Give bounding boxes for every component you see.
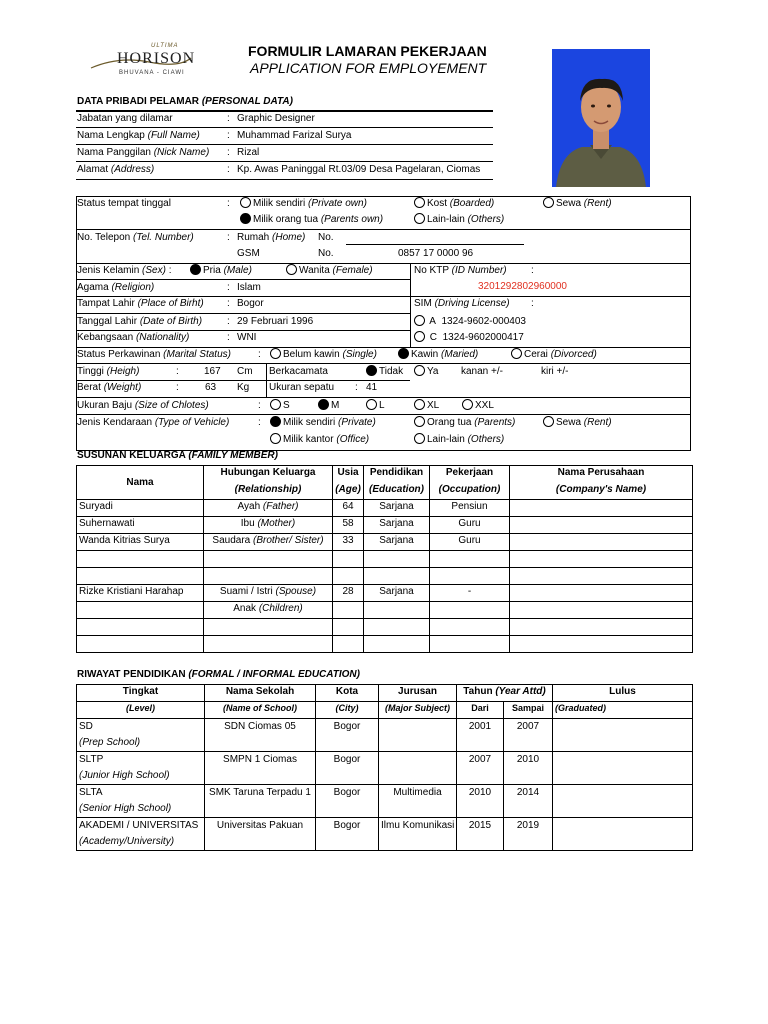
col-to: Sampai: [504, 702, 553, 719]
col-graduated-en: (Graduated): [553, 702, 693, 719]
family-occupation-cell: Guru: [430, 534, 510, 551]
residence-opt-boarded[interactable]: Kost (Boarded): [414, 197, 494, 211]
education-row: [77, 719, 693, 752]
hotel-logo: [83, 44, 198, 82]
form-subtitle: APPLICATION FOR EMPLOYEMENT: [250, 60, 487, 76]
weight-unit: Kg: [237, 382, 250, 393]
education-city-cell: Bogor: [316, 785, 379, 818]
nationality-value: WNI: [237, 332, 257, 343]
family-name-cell: Rizke Kristiani Harahap: [77, 585, 204, 602]
family-name-cell: [77, 602, 204, 619]
family-occupation-cell: [430, 551, 510, 568]
nickname-value: Rizal: [237, 147, 260, 158]
fullname-label: Nama Lengkap (Full Name): [77, 130, 200, 141]
family-relationship-cell: Ayah (Father): [204, 500, 333, 517]
vehicle-office[interactable]: Milik kantor (Office): [270, 433, 369, 447]
size-m[interactable]: M: [318, 399, 339, 413]
education-table: [76, 684, 693, 851]
col-school: Nama Sekolah: [205, 685, 316, 702]
education-level-cell: SD (Prep School): [77, 719, 205, 752]
family-age-cell: 58: [333, 517, 364, 534]
family-name-cell: [77, 568, 204, 585]
education-school-cell: SMK Taruna Terpadu 1: [205, 785, 316, 818]
col-school-en: (Name of School): [205, 702, 316, 719]
sim-a[interactable]: A 1324-9602-000403: [414, 315, 526, 329]
gsm-no-label: No.: [318, 248, 334, 259]
radio-icon[interactable]: [414, 416, 425, 427]
education-graduated-cell: [553, 785, 693, 818]
family-relationship-cell: [204, 568, 333, 585]
family-relationship-cell: [204, 636, 333, 653]
family-row: [77, 534, 693, 551]
size-l[interactable]: L: [366, 399, 385, 413]
family-name-cell: [77, 636, 204, 653]
radio-icon[interactable]: [414, 315, 425, 326]
col-year: Tahun (Year Attd): [457, 685, 553, 702]
marital-divorced[interactable]: Cerai (Divorced): [511, 348, 597, 362]
religion-value: Islam: [237, 282, 261, 293]
family-company-cell: [510, 636, 693, 653]
vehicle-parents[interactable]: Orang tua (Parents): [414, 416, 515, 430]
height-label: Tinggi (Heigh): [77, 366, 140, 377]
education-row: [77, 752, 693, 785]
education-school-cell: Universitas Pakuan: [205, 818, 316, 851]
family-row: [77, 551, 693, 568]
education-major-cell: [379, 719, 457, 752]
radio-icon[interactable]: [543, 197, 554, 208]
family-relationship-cell: Suami / Istri (Spouse): [204, 585, 333, 602]
family-name-cell: [77, 551, 204, 568]
nickname-label: Nama Panggilan (Nick Name): [77, 147, 210, 158]
radio-icon[interactable]: [414, 433, 425, 444]
education-row: [77, 818, 693, 851]
education-city-cell: Bogor: [316, 719, 379, 752]
right-eye-label: kanan +/-: [461, 366, 503, 377]
education-level-cell: SLTA (Senior High School): [77, 785, 205, 818]
residence-label: Status tempat tinggal: [77, 198, 171, 209]
size-s[interactable]: S: [270, 399, 290, 413]
education-major-cell: [379, 752, 457, 785]
sim-label: SIM (Driving License): [414, 298, 510, 309]
education-to-cell: 2007: [504, 719, 553, 752]
phone-home: Rumah (Home): [237, 232, 306, 243]
family-row: [77, 517, 693, 534]
education-to-cell: 2014: [504, 785, 553, 818]
radio-icon[interactable]: [270, 433, 281, 444]
sex-male[interactable]: Pria (Male): [190, 264, 252, 278]
education-section-title: RIWAYAT PENDIDIKAN (FORMAL / INFORMAL EDUCATION): [77, 669, 360, 680]
family-company-cell: [510, 517, 693, 534]
family-row: [77, 602, 693, 619]
education-level-cell: SLTP (Junior High School): [77, 752, 205, 785]
radio-selected-icon[interactable]: [240, 213, 251, 224]
family-row: [77, 636, 693, 653]
family-occupation-cell: [430, 568, 510, 585]
birthdate-value: 29 Februari 1996: [237, 316, 314, 327]
family-age-cell: 28: [333, 585, 364, 602]
family-row: [77, 500, 693, 517]
family-company-cell: [510, 568, 693, 585]
residence-opt-others[interactable]: Lain-lain (Others): [414, 213, 504, 227]
logo-line3: BHUVANA - CIAWI: [119, 70, 185, 76]
ktp-label: No KTP (ID Number): [414, 265, 507, 276]
family-age-cell: [333, 568, 364, 585]
logo-line1: ULTIMA: [151, 43, 179, 49]
applicant-photo: [552, 49, 650, 187]
marital-single[interactable]: Belum kawin (Single): [270, 348, 377, 362]
residence-opt-private[interactable]: Milik sendiri (Private own): [240, 197, 367, 211]
col-name: Nama: [77, 466, 204, 500]
education-level-cell: AKADEMI / UNIVERSITAS (Academy/University): [77, 818, 205, 851]
education-row: [77, 785, 693, 818]
radio-icon[interactable]: [414, 365, 425, 376]
education-city-cell: Bogor: [316, 752, 379, 785]
family-education-cell: Sarjana: [364, 534, 430, 551]
size-xxl[interactable]: XXL: [462, 399, 494, 413]
height-value: 167: [204, 366, 221, 377]
family-age-cell: [333, 619, 364, 636]
vehicle-rent[interactable]: Sewa (Rent): [543, 416, 612, 430]
weight-label: Berat (Weight): [77, 382, 142, 393]
family-company-cell: [510, 602, 693, 619]
family-occupation-cell: Guru: [430, 517, 510, 534]
shoe-value: 41: [366, 382, 378, 393]
family-name-cell: Wanda Kitrias Surya: [77, 534, 204, 551]
family-company-cell: [510, 551, 693, 568]
education-from-cell: 2015: [457, 818, 504, 851]
col-company: Nama Perusahaan (Company's Name): [510, 466, 693, 500]
col-education: Pendidikan (Education): [364, 466, 430, 500]
fullname-value: Muhammad Farizal Surya: [237, 130, 352, 141]
education-graduated-cell: [553, 719, 693, 752]
col-level-en: (Level): [77, 702, 205, 719]
glasses-label: Berkacamata: [269, 366, 328, 377]
family-name-cell: Suhernawati: [77, 517, 204, 534]
position-value: Graphic Designer: [237, 113, 315, 124]
education-from-cell: 2007: [457, 752, 504, 785]
position-label: Jabatan yang dilamar: [77, 113, 173, 124]
residence-opt-rent[interactable]: Sewa (Rent): [543, 197, 612, 211]
family-education-cell: Sarjana: [364, 500, 430, 517]
address-label: Alamat (Address): [77, 164, 155, 175]
family-row: [77, 619, 693, 636]
family-relationship-cell: [204, 619, 333, 636]
family-row: [77, 585, 693, 602]
col-major: Jurusan: [379, 685, 457, 702]
radio-icon[interactable]: [270, 399, 281, 410]
family-company-cell: [510, 500, 693, 517]
education-school-cell: SDN Ciomas 05: [205, 719, 316, 752]
col-occupation: Pekerjaan (Occupation): [430, 466, 510, 500]
radio-selected-icon[interactable]: [270, 416, 281, 427]
col-city-en: (City): [316, 702, 379, 719]
radio-icon[interactable]: [366, 399, 377, 410]
phone-label: No. Telepon (Tel. Number): [77, 232, 194, 243]
shoe-label: Ukuran sepatu: [269, 382, 335, 393]
phone-no-label: No.: [318, 232, 334, 243]
portrait-image: [552, 49, 650, 187]
family-education-cell: [364, 619, 430, 636]
col-relationship: Hubungan Keluarga (Relationship): [204, 466, 333, 500]
family-company-cell: [510, 585, 693, 602]
family-occupation-cell: [430, 636, 510, 653]
glasses-yes[interactable]: Ya: [414, 365, 439, 379]
family-relationship-cell: Anak (Children): [204, 602, 333, 619]
col-from: Dari: [457, 702, 504, 719]
education-from-cell: 2001: [457, 719, 504, 752]
family-education-cell: Sarjana: [364, 585, 430, 602]
weight-value: 63: [205, 382, 217, 393]
radio-icon[interactable]: [462, 399, 473, 410]
radio-icon[interactable]: [270, 348, 281, 359]
col-level: Tingkat: [77, 685, 205, 702]
radio-icon[interactable]: [414, 197, 425, 208]
radio-selected-icon[interactable]: [190, 264, 201, 275]
vehicle-others[interactable]: Lain-lain (Others): [414, 433, 504, 447]
radio-icon[interactable]: [414, 399, 425, 410]
family-education-cell: Sarjana: [364, 517, 430, 534]
form-title: FORMULIR LAMARAN PEKERJAAN: [248, 43, 487, 59]
family-table: [76, 465, 693, 653]
radio-icon[interactable]: [414, 331, 425, 342]
nationality-label: Kebangsaan (Nationality): [77, 332, 190, 343]
height-unit: Cm: [237, 366, 253, 377]
radio-icon[interactable]: [511, 348, 522, 359]
birthdate-label: Tanggal Lahir (Date of Birth): [77, 316, 203, 327]
vehicle-label: Jenis Kendaraan (Type of Vehicle): [77, 417, 230, 428]
sex-female[interactable]: Wanita (Female): [286, 264, 373, 278]
gsm-label: GSM: [237, 248, 260, 259]
family-row: [77, 568, 693, 585]
education-school-cell: SMPN 1 Ciomas: [205, 752, 316, 785]
family-age-cell: 33: [333, 534, 364, 551]
address-value: Kp. Awas Paninggal Rt.03/09 Desa Pagelaran, Ciomas: [237, 164, 481, 175]
family-occupation-cell: Pensiun: [430, 500, 510, 517]
family-relationship-cell: Saudara (Brother/ Sister): [204, 534, 333, 551]
family-age-cell: [333, 602, 364, 619]
family-section-title: SUSUNAN KELUARGA (FAMILY MEMBER): [77, 450, 278, 461]
education-from-cell: 2010: [457, 785, 504, 818]
marital-married[interactable]: Kawin (Maried): [398, 348, 478, 362]
religion-label: Agama (Religion): [77, 282, 155, 293]
family-age-cell: [333, 551, 364, 568]
family-occupation-cell: [430, 602, 510, 619]
sim-c[interactable]: C 1324-9602000417: [414, 331, 524, 345]
family-education-cell: [364, 568, 430, 585]
birthplace-label: Tampat Lahir (Place of Birht): [77, 298, 204, 309]
col-graduated: Lulus: [553, 685, 693, 702]
residence-opt-parents[interactable]: Milik orang tua (Parents own): [240, 213, 383, 227]
birthplace-value: Bogor: [237, 298, 264, 309]
radio-icon[interactable]: [286, 264, 297, 275]
col-age: Usia (Age): [333, 466, 364, 500]
family-relationship-cell: [204, 551, 333, 568]
left-eye-label: kiri +/-: [541, 366, 569, 377]
education-graduated-cell: [553, 752, 693, 785]
ktp-value: 3201292802960000: [478, 281, 567, 292]
education-major-cell: Ilmu Komunikasi: [379, 818, 457, 851]
family-company-cell: [510, 619, 693, 636]
family-age-cell: 64: [333, 500, 364, 517]
radio-icon[interactable]: [543, 416, 554, 427]
family-occupation-cell: [430, 619, 510, 636]
radio-selected-icon[interactable]: [398, 348, 409, 359]
personal-section-title: DATA PRIBADI PELAMAR (PERSONAL DATA): [77, 96, 293, 107]
marital-label: Status Perkawinan (Marital Status): [77, 349, 231, 360]
family-education-cell: [364, 551, 430, 568]
education-major-cell: Multimedia: [379, 785, 457, 818]
family-education-cell: [364, 636, 430, 653]
glasses-no[interactable]: Tidak: [366, 365, 403, 379]
family-occupation-cell: -: [430, 585, 510, 602]
education-city-cell: Bogor: [316, 818, 379, 851]
vehicle-private[interactable]: Milik sendiri (Private): [270, 416, 376, 430]
radio-icon[interactable]: [414, 213, 425, 224]
education-to-cell: 2010: [504, 752, 553, 785]
logo-line2: HORISON: [117, 50, 196, 67]
radio-icon[interactable]: [240, 197, 251, 208]
gsm-value: 0857 17 0000 96: [398, 248, 474, 259]
family-company-cell: [510, 534, 693, 551]
education-to-cell: 2019: [504, 818, 553, 851]
family-age-cell: [333, 636, 364, 653]
col-city: Kota: [316, 685, 379, 702]
radio-selected-icon[interactable]: [366, 365, 377, 376]
education-graduated-cell: [553, 818, 693, 851]
family-relationship-cell: Ibu (Mother): [204, 517, 333, 534]
col-major-en: (Major Subject): [379, 702, 457, 719]
radio-selected-icon[interactable]: [318, 399, 329, 410]
size-label: Ukuran Baju (Size of Chlotes): [77, 400, 209, 411]
family-name-cell: [77, 619, 204, 636]
family-name-cell: Suryadi: [77, 500, 204, 517]
family-education-cell: [364, 602, 430, 619]
sex-label: Jenis Kelamin (Sex) :: [77, 265, 172, 276]
size-xl[interactable]: XL: [414, 399, 439, 413]
